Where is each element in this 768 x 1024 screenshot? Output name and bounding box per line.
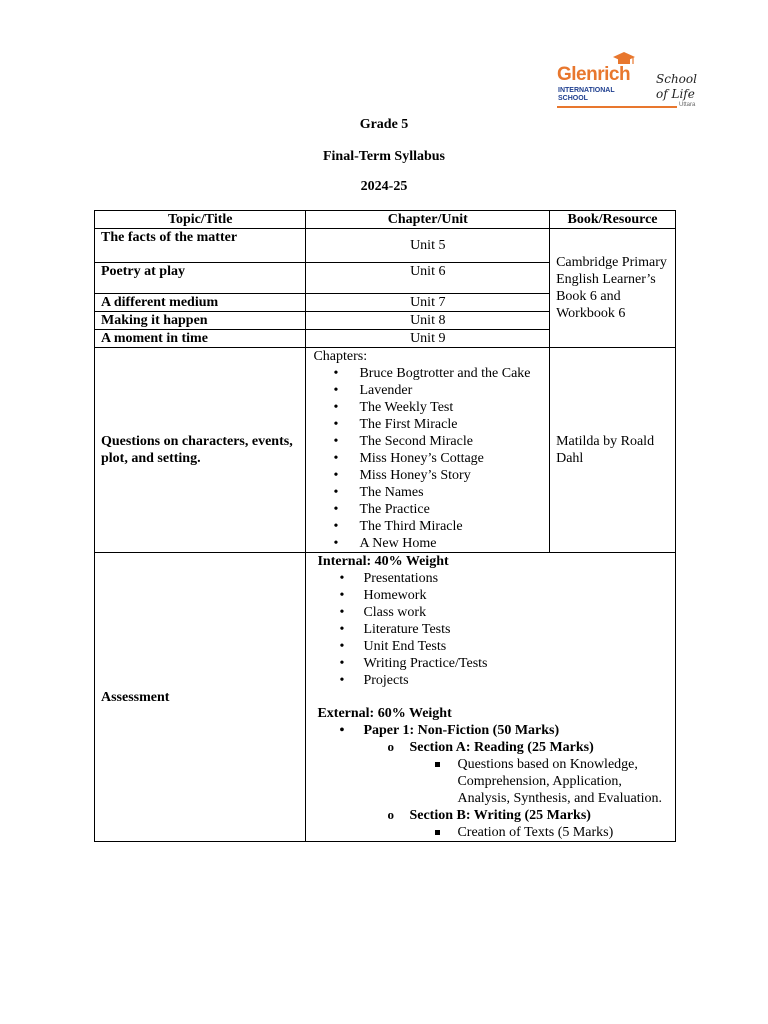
section-a-item: o Section A: Reading (25 Marks) [317, 739, 675, 756]
list-item: • Lavender [313, 382, 549, 399]
chapters-label: Chapters: [313, 349, 368, 364]
header-chapter: Chapter/Unit [306, 211, 550, 229]
list-item: • Bruce Bogtrotter and the Cake [313, 365, 549, 382]
section-b-item: o Section B: Writing (25 Marks) [317, 807, 675, 824]
logo-tagline-1: School [656, 72, 697, 86]
resource-cell: Cambridge Primary English Learner’s Book 6 and Workbook 6 [550, 229, 676, 348]
header-resource: Book/Resource [550, 211, 676, 229]
chapters-cell [306, 348, 550, 553]
list-item: • Literature Tests [317, 621, 675, 638]
chapter-list [313, 365, 549, 552]
paper-1-item: • Paper 1: Non-Fiction (50 Marks) [317, 722, 675, 739]
list-item: Creation of Texts (5 Marks) [317, 824, 675, 841]
list-item: Questions based on Knowledge, Comprehension, Application, Analysis, Synthesis, and Evaluation. [317, 756, 675, 807]
list-item: • Presentations [317, 570, 675, 587]
year-heading: 2024-25 [360, 179, 408, 194]
external-weight-label: External: 60% Weight [317, 706, 452, 721]
list-item: • The Practice [313, 501, 549, 518]
logo-brand: Glenrich [557, 64, 631, 85]
table-row [95, 553, 676, 842]
internal-list [317, 570, 675, 689]
section-a-sublist [317, 756, 675, 807]
header-topic: Topic/Title [95, 211, 306, 229]
table-row [95, 229, 676, 263]
topic-cell: Questions on characters, events, plot, and setting. [95, 348, 306, 553]
assessment-cell [306, 553, 676, 842]
grade-heading: Grade 5 [359, 117, 409, 132]
unit-cell: Unit 5 [306, 229, 550, 263]
list-item: • Projects [317, 672, 675, 689]
list-item: • The Weekly Test [313, 399, 549, 416]
logo-underline [557, 106, 677, 108]
logo-subtitle-1: INTERNATIONAL [558, 87, 615, 94]
section-a-list [317, 739, 675, 756]
topic-cell: Poetry at play [95, 263, 306, 294]
topic-cell: Assessment [95, 553, 306, 842]
section-b-sublist [317, 824, 675, 841]
topic-cell: The facts of the matter [95, 229, 306, 263]
syllabus-table [94, 210, 676, 842]
list-item: • Homework [317, 587, 675, 604]
title-heading: Final-Term Syllabus [322, 149, 445, 164]
section-b-list [317, 807, 675, 824]
unit-cell: Unit 6 [306, 263, 550, 294]
list-item: • Unit End Tests [317, 638, 675, 655]
resource-cell: Matilda by Roald Dahl [550, 348, 676, 553]
list-item: • The Names [313, 484, 549, 501]
logo-tagline-2: of Life [656, 87, 695, 101]
unit-cell: Unit 7 [306, 294, 550, 312]
school-logo [555, 50, 705, 112]
list-item: • Class work [317, 604, 675, 621]
logo-location: Uttara [679, 102, 696, 108]
unit-cell: Unit 9 [306, 330, 550, 348]
logo-subtitle-2: SCHOOL [558, 95, 588, 102]
unit-cell: Unit 8 [306, 312, 550, 330]
list-item: • A New Home [313, 535, 549, 552]
list-item: • The Third Miracle [313, 518, 549, 535]
external-list [317, 722, 675, 739]
list-item: • The Second Miracle [313, 433, 549, 450]
list-item: • Writing Practice/Tests [317, 655, 675, 672]
topic-cell: A different medium [95, 294, 306, 312]
topic-cell: Making it happen [95, 312, 306, 330]
internal-weight-label: Internal: 40% Weight [317, 554, 449, 569]
list-item: • The First Miracle [313, 416, 549, 433]
table-row [95, 348, 676, 553]
list-item: • Miss Honey’s Cottage [313, 450, 549, 467]
table-header-row [95, 211, 676, 229]
topic-cell: A moment in time [95, 330, 306, 348]
list-item: • Miss Honey’s Story [313, 467, 549, 484]
